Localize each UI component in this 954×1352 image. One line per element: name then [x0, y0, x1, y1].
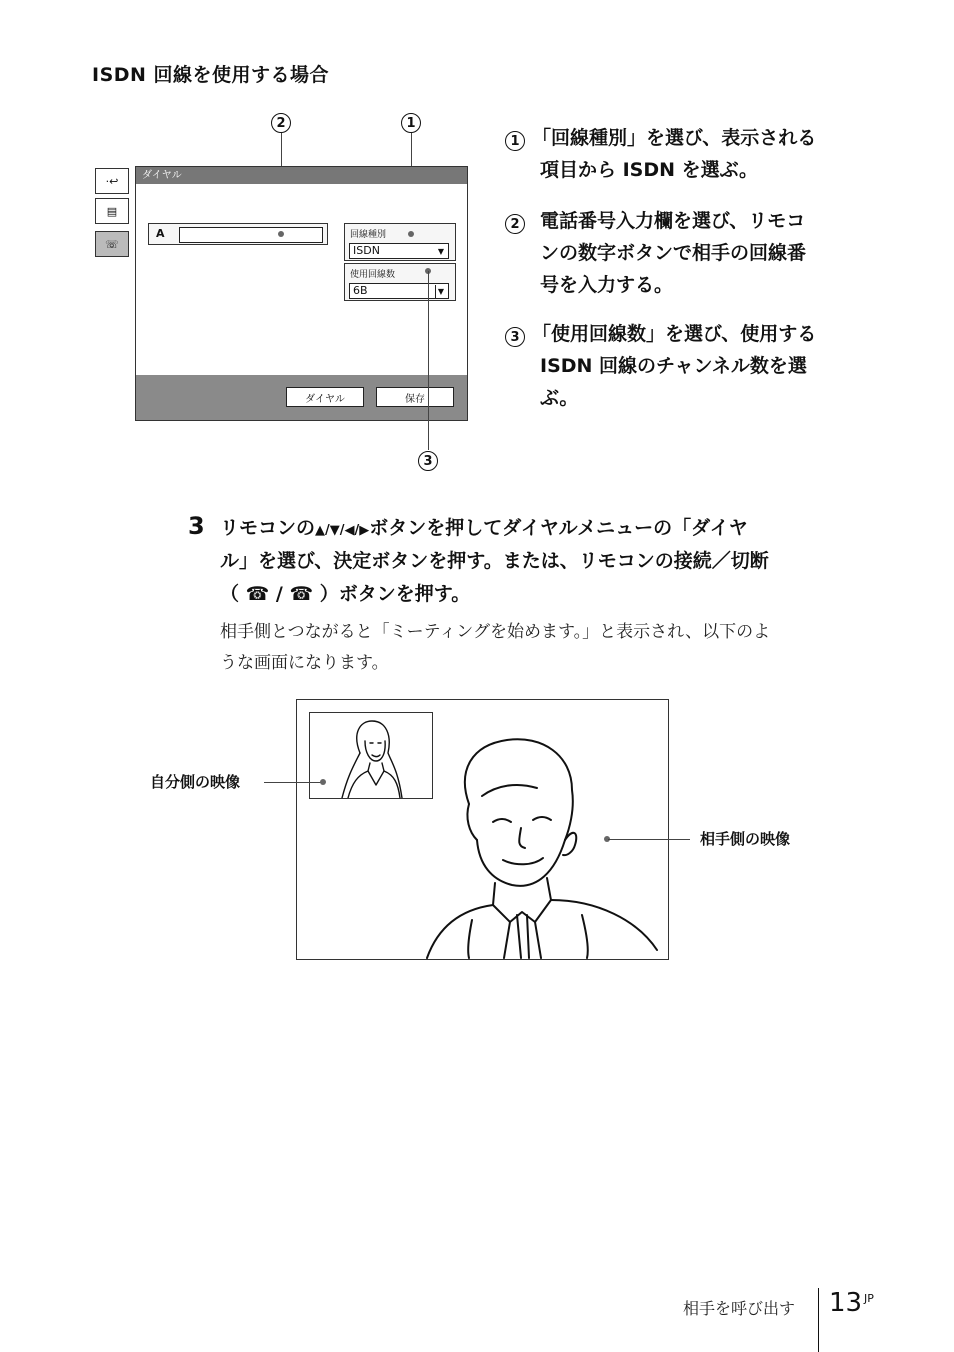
instr-1-line-1: 「回線種別」を選び、表示される [532, 127, 817, 149]
own-video-frame [309, 712, 433, 799]
instr-num-3: 3 [505, 327, 525, 347]
line-type-group [344, 223, 456, 261]
step3-body-2: うな画面になります。 [220, 653, 389, 673]
step3-line-2: ル」を選び、決定ボタンを押す。または、リモコンの接続／切断 [220, 550, 769, 572]
phone-number-input[interactable] [179, 227, 323, 243]
phone-field-group [148, 223, 328, 245]
callout-3: 3 [418, 451, 438, 471]
own-video-label: 自分側の映像 [150, 773, 241, 791]
line-count-select[interactable] [349, 283, 449, 299]
dial-dialog [135, 166, 468, 421]
remote-video-leader [608, 839, 690, 840]
step3-line-1 [220, 514, 748, 545]
page-number: 13 [829, 1288, 863, 1318]
dial-button[interactable]: ダイヤル [286, 387, 364, 407]
remote-video-label: 相手側の映像 [700, 830, 791, 848]
callout-1: 1 [401, 113, 421, 133]
phone-book-icon[interactable]: ☏ [95, 231, 129, 257]
instr-2-line-3: 号を入力する。 [540, 274, 674, 296]
line-count-value: 6B [353, 284, 368, 297]
list-icon[interactable]: ▤ [95, 198, 129, 224]
instr-2-line-2: ンの数字ボタンで相手の回線番 [540, 242, 807, 264]
page-suffix: JP [864, 1292, 874, 1305]
field-prefix: A [156, 227, 165, 240]
instr-1-line-2: 項目から ISDN を選ぶ。 [540, 159, 759, 181]
instr-3-line-2: ISDN 回線のチャンネル数を選 [540, 355, 807, 377]
footer-divider [818, 1288, 819, 1352]
instr-num-2: 2 [505, 214, 525, 234]
dialog-title: ダイヤル [136, 167, 467, 184]
save-button[interactable]: 保存 [376, 387, 454, 407]
dialog-footer [136, 375, 467, 420]
step-number: 3 [188, 512, 205, 540]
line-count-group [344, 263, 456, 301]
step3-line-3: （ ☎ / ☎ ）ボタンを押す。 [220, 583, 471, 605]
footer-chapter: 相手を呼び出す [683, 1299, 796, 1318]
step3-body-1: 相手側とつながると「ミーティングを始めます。」と表示され、以下のよ [220, 622, 771, 642]
callout-line-3 [428, 271, 429, 450]
callout-dot-1 [408, 231, 414, 237]
instr-3-line-3: ぶ。 [540, 387, 579, 409]
chevron-down-icon: ▼ [435, 285, 444, 299]
callout-dot-2 [278, 231, 284, 237]
line-count-label: 使用回線数 [350, 270, 396, 280]
arrow-icons: ▲/▼/◀/▶ [315, 523, 370, 538]
callout-2: 2 [271, 113, 291, 133]
back-icon[interactable]: ·↩ [95, 168, 129, 194]
instr-3-line-1: 「使用回線数」を選び、使用する [532, 323, 817, 345]
line-type-label: 回線種別 [350, 230, 387, 240]
instr-2-line-1: 電話番号入力欄を選び、リモコ [540, 210, 806, 232]
own-video-dot [320, 779, 326, 785]
own-video-leader [264, 782, 322, 783]
line-type-select[interactable] [349, 243, 449, 259]
instr-num-1: 1 [505, 131, 525, 151]
line-type-value: ISDN [353, 244, 380, 257]
section-title: ISDN 回線を使用する場合 [92, 64, 330, 86]
step3-text-a: リモコンの [220, 517, 316, 539]
own-person-drawing [310, 713, 432, 798]
chevron-down-icon: ▼ [437, 247, 444, 256]
step3-text-b: ボタンを押してダイヤルメニューの「ダイヤ [369, 517, 748, 539]
